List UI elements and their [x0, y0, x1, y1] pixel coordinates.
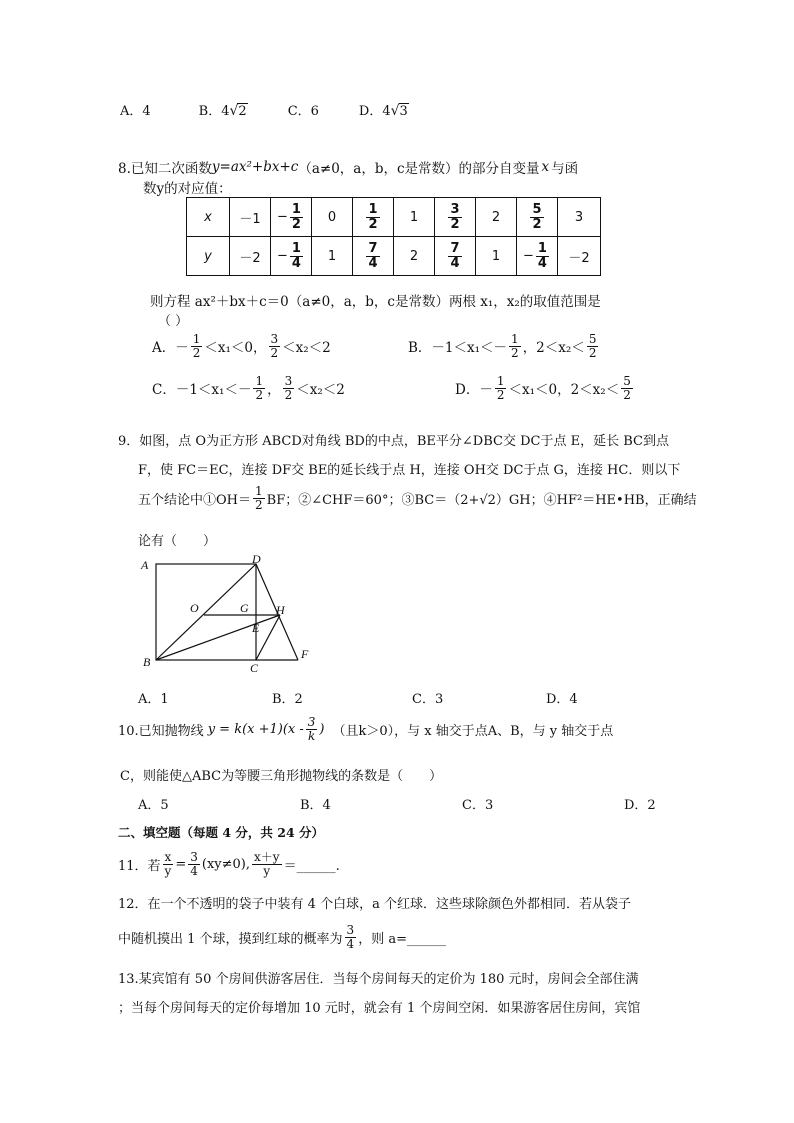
q9-line2: F，使 FC＝EC，连接 DF交 BE的延长线于点 H，连接 OH交 DC于点 G，连接 HC．则以下	[138, 463, 681, 478]
table-cell: 3	[558, 198, 601, 237]
table-header-x: x	[187, 198, 230, 237]
segment-hc	[256, 615, 280, 660]
label-g: G	[240, 601, 249, 615]
q7-option-a: A．4	[120, 104, 151, 119]
q8-paren: （ ）	[158, 314, 189, 329]
q7-options	[120, 100, 409, 119]
table-cell: $\frac{3}{2}$	[435, 198, 476, 237]
label-f: F	[301, 647, 309, 661]
segment-bh	[156, 615, 280, 660]
table-cell: $\frac{7}{4}$	[353, 237, 394, 276]
table-cell: − $\frac{1}{4}$	[517, 237, 558, 276]
q12-line1: 12．在一个不透明的袋子中装有 4 个白球，a 个红球．这些球除颜色外都相同．若从袋子	[118, 897, 631, 912]
table-cell: $\frac{5}{2}$	[517, 198, 558, 237]
q8-line1: 8.已知二次函数 y=ax²+bx+c （a≠0，a，b，c是常数）的部分自变量 x 与函	[118, 159, 579, 177]
q9-line3: 五个结论中①OH＝ $\frac{1}{2}$ BF；②∠CHF＝60°；③BC＝（2+√2）GH；④HF²＝HE•HB，正确结	[138, 484, 697, 512]
table-cell: $\frac{7}{4}$	[435, 237, 476, 276]
q7-option-c: C．6	[287, 104, 319, 119]
table-cell: 1	[312, 237, 353, 276]
q9-option-d: D．4	[546, 692, 578, 707]
table-cell: －1	[230, 198, 271, 237]
table-cell: 0	[312, 198, 353, 237]
q8-value-table	[186, 197, 601, 276]
label-h: H	[276, 603, 285, 617]
q8-option-c: C．－1＜x₁＜－ $\frac{1}{2}$ ， $\frac{3}{2}$ ＜x₂＜2	[152, 374, 345, 402]
q10-option-d: D．2	[624, 798, 656, 813]
q9-line1: 9．如图，点 O为正方形 ABCD对角线 BD的中点，BE平分∠DBC交 DC于点 E，延长 BC到点	[118, 434, 669, 449]
table-cell: 1	[476, 237, 517, 276]
q9-option-a: A．1	[138, 692, 169, 707]
label-c: C	[250, 661, 259, 674]
q10-option-b: B．4	[300, 798, 331, 813]
q9-line4: 论有（ ）	[138, 534, 217, 549]
table-row	[187, 198, 601, 237]
q9-option-b: B．2	[272, 692, 303, 707]
q10-line1: 10.已知抛物线 y = k(x +1)(x - $\frac{3}{k}$ ) （且k＞0），与 x 轴交于点A、B，与 y 轴交于点	[118, 715, 614, 743]
q7-option-b: B．4√2	[198, 103, 247, 119]
q8-option-a: A．－ $\frac{1}{2}$ ＜x₁＜0， $\frac{3}{2}$ ＜x₂＜2	[152, 332, 331, 360]
q8-option-d: D．－ $\frac{1}{2}$ ＜x₁＜0，2＜x₂＜ $\frac{5}{2}$	[455, 374, 631, 402]
label-e: E	[252, 621, 260, 635]
table-cell: －2	[558, 237, 601, 276]
table-cell: − $\frac{1}{4}$	[271, 237, 312, 276]
label-d: D	[252, 554, 261, 566]
q8-option-b: B．－1＜x₁＜－ $\frac{1}{2}$ ，2＜x₂＜ $\frac{5}{2}$	[408, 332, 597, 360]
q8-question: 则方程 ax²＋bx＋c＝0（a≠0，a，b，c是常数）两根 x₁，x₂的取值范围是	[150, 294, 601, 310]
table-cell: $\frac{1}{2}$	[353, 198, 394, 237]
q8-line2: 数y的对应值：	[143, 181, 232, 197]
table-header-y: y	[187, 237, 230, 276]
table-cell: 1	[394, 198, 435, 237]
q13-line1: 13.某宾馆有 50 个房间供游客居住．当每个房间每天的定价为 180 元时，房间会全部住满	[118, 972, 639, 987]
q12-line2: 中随机摸出 1 个球，摸到红球的概率为 $\frac{3}{4}$ ，则 a=______	[118, 923, 446, 951]
label-b: B	[143, 655, 151, 669]
q9-geometry-figure	[138, 554, 318, 674]
q13-line2: ；当每个房间每天的定价每增加 10 元时，就会有 1 个房间空闲．如果游客居住房间，宾馆	[118, 1001, 641, 1016]
label-a: A	[141, 558, 149, 572]
q9-option-c: C．3	[412, 692, 444, 707]
q10-line2: C，则能使△ABC为等腰三角形抛物线的条数是（ ）	[120, 769, 443, 784]
table-cell: 2	[476, 198, 517, 237]
q7-option-d: D．4√3	[358, 103, 408, 119]
table-cell: 2	[394, 237, 435, 276]
table-row	[187, 237, 601, 276]
table-cell: －2	[230, 237, 271, 276]
label-o: O	[190, 601, 199, 615]
q10-option-a: A．5	[138, 798, 169, 813]
table-cell: − $\frac{1}{2}$	[271, 198, 312, 237]
q10-option-c: C．3	[462, 798, 494, 813]
q11-line: 11．若 $\frac{x}{y}$ = $\frac{3}{4}$ (xy≠0), $\frac{x+y}{y}$ ＝______.	[118, 850, 340, 878]
section-title-fill-in: 二、填空题（每题 4 分，共 24 分）	[118, 825, 325, 840]
